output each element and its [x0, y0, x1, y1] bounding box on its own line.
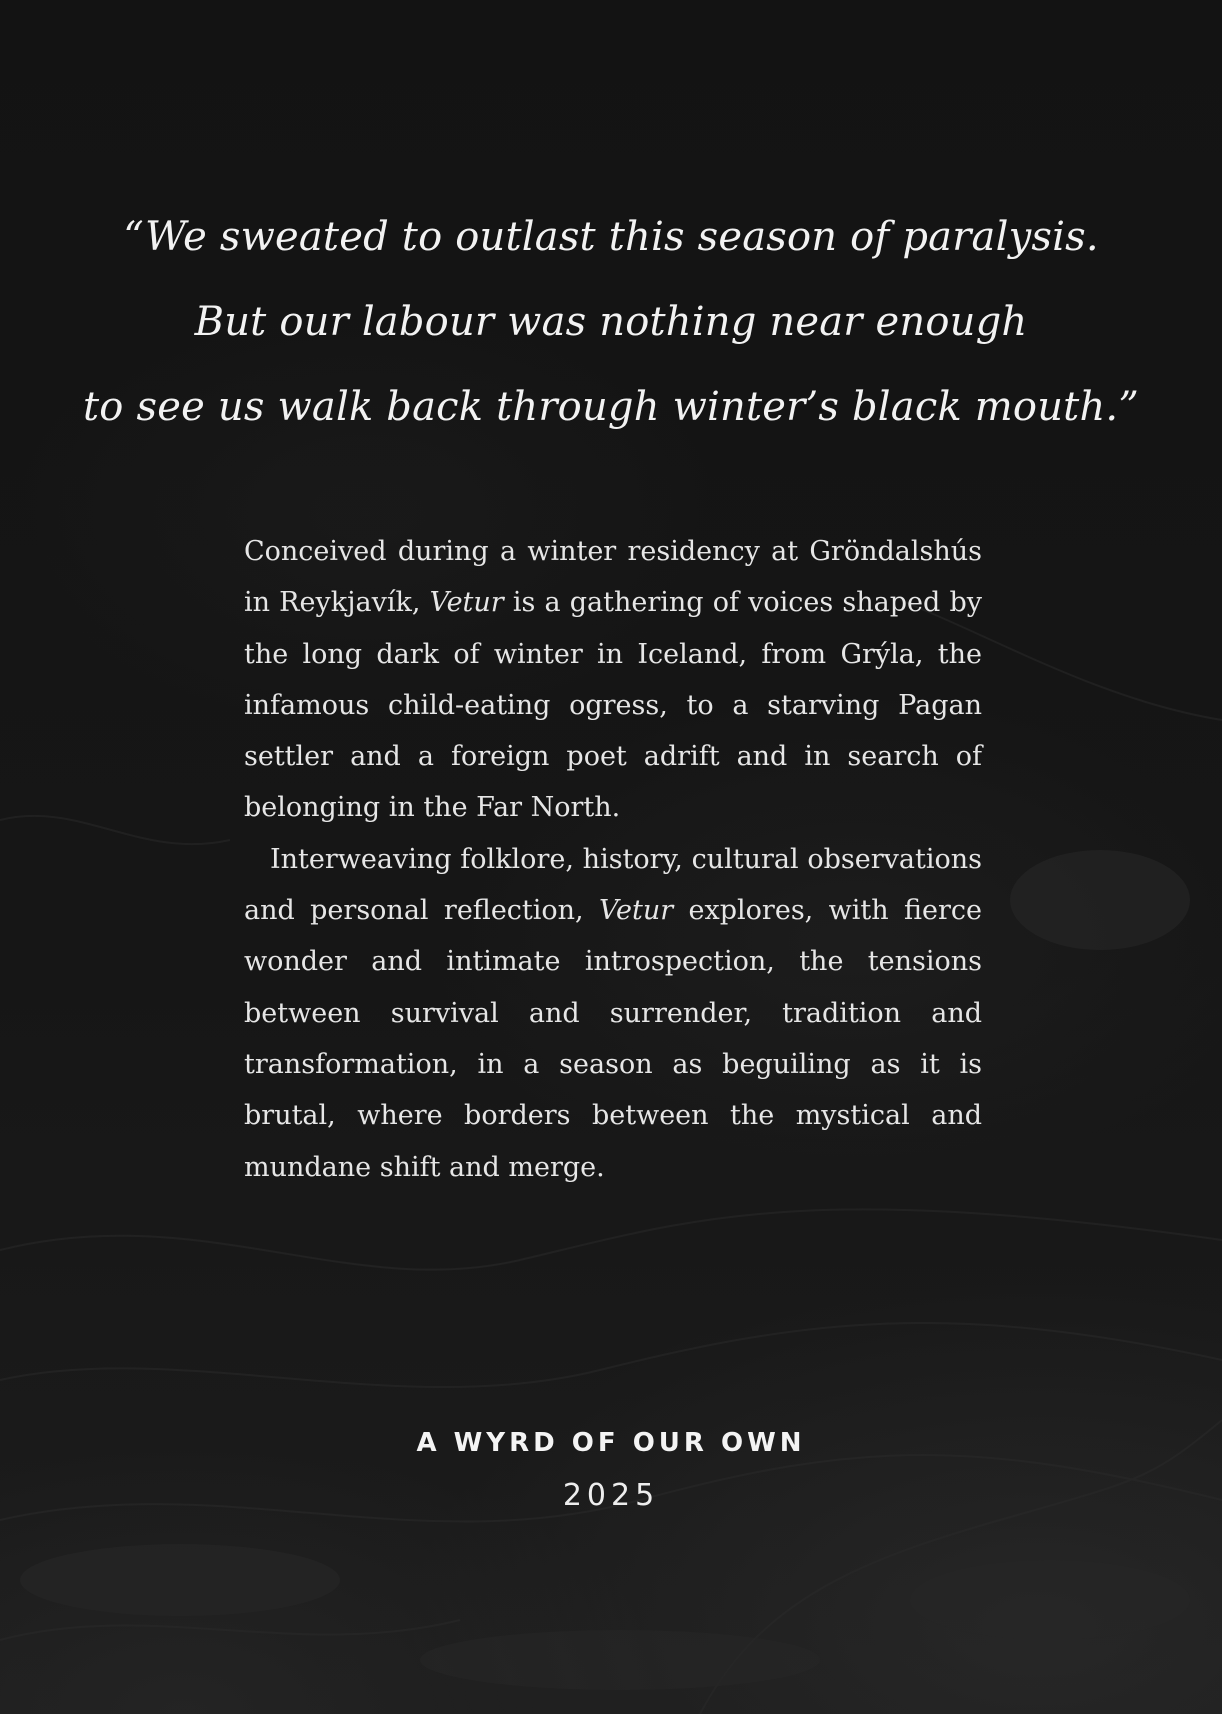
- book-title-italic: Vetur: [599, 895, 674, 927]
- epigraph-line: to see us walk back through winter’s black mouth.”: [83, 384, 1139, 430]
- epigraph-line: “We sweated to outlast this season of paralysis.: [123, 214, 1099, 260]
- book-title-italic: Vetur: [429, 587, 504, 619]
- publication-year: 2025: [562, 1478, 660, 1513]
- description-paragraph-2: Interweaving folklore, history, cultural observations and personal reflection, Vetur explores, with fierce wonder and intimate introspection, the tensions between survival and surrender, tradition and transformation, in a season as beguiling as it is brutal, where borders between the mystical and mundane shift and merge.: [244, 843, 982, 1183]
- epigraph-quote: [0, 195, 1222, 450]
- epigraph-line: But our labour was nothing near enough: [194, 299, 1028, 345]
- book-description: [244, 526, 982, 1193]
- publisher-name: A WYRD OF OUR OWN: [416, 1428, 806, 1458]
- description-paragraph-1: Conceived during a winter residency at Gröndalshús in Reykjavík, Vetur is a gathering of voices shaped by the long dark of winter in Iceland, from Grýla, the infamous child-eating ogress, to a starving Pagan settler and a foreign poet adrift and in search of belonging in the Far North.: [244, 536, 982, 824]
